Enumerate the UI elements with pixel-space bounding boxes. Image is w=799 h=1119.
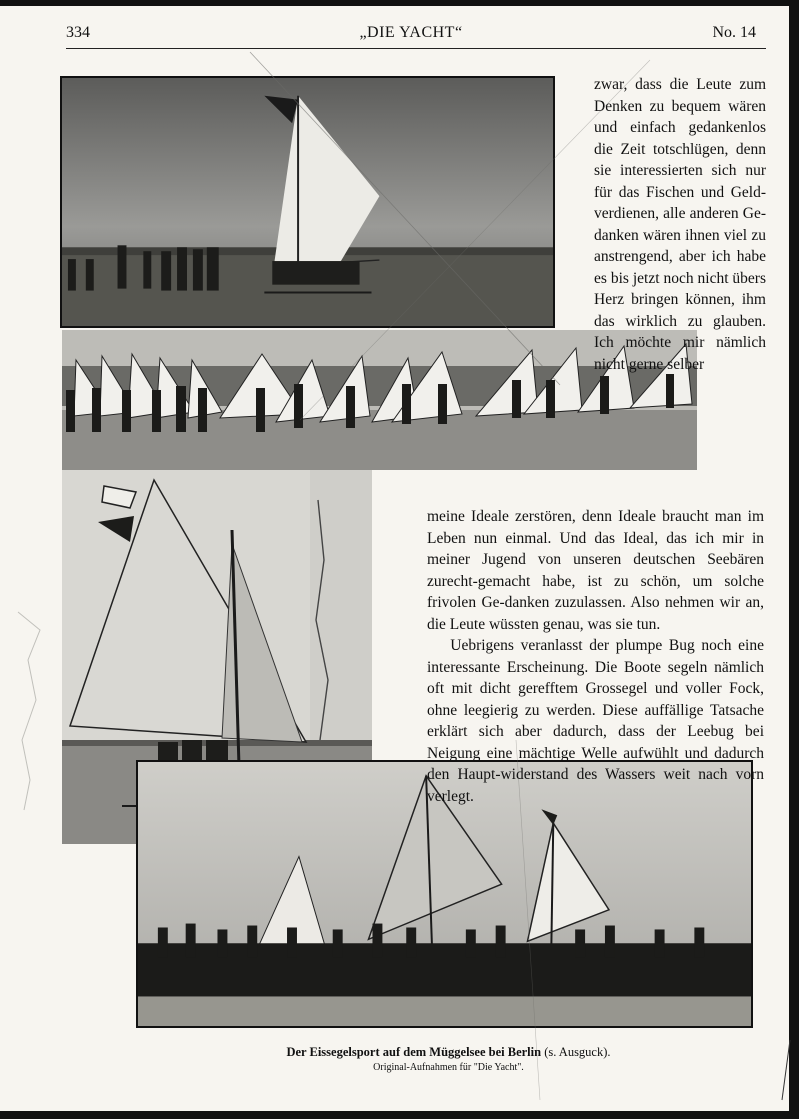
text-column-middle — [427, 506, 764, 807]
page-number: 334 — [66, 24, 90, 41]
photo-caption — [140, 1045, 757, 1060]
text-column-top — [594, 74, 766, 375]
journal-title: „DIE YACHT“ — [359, 24, 463, 41]
scan-edge-bottom — [0, 1111, 799, 1119]
page-header — [66, 24, 756, 48]
scan-edge-right — [789, 0, 799, 1119]
header-rule — [66, 48, 766, 49]
ice-yacht-single-photo — [60, 76, 555, 328]
paragraph-top: zwar, dass die Leute zum Denken zu bequem wären und einfach gedankenlos die Zeit totschlügen, denn sie interessierten sich nur für das Fischen und Geld-verdienen, alle anderen Ge-danken wären ihnen viel zu anstrengend, aber ich habe es bis jetzt noch nicht übers Herz bringen können, ihm das wirklich zu glauben. Ich möchte mir nämlich nicht gerne selber — [594, 76, 766, 373]
caption-title: Der Eissegelsport auf dem Müggelsee bei Berlin — [286, 1045, 542, 1059]
caption-reference: (s. Ausguck). — [544, 1045, 611, 1059]
paragraph-middle-2: Uebrigens veranlasst der plumpe Bug noch eine interessante Erscheinung. Die Boote segeln nämlich oft mit dicht gerefftem Grossegel und voller Fock, ohne leegierig zu werden. Diese auffällige Tatsache erklärt sich aber dadurch, dass der Leebug bei Neigung eine mächtige Welle aufwühlt und dadurch den Haupt-widerstand des Wassers weit nach vorn verlegt. — [427, 637, 764, 805]
photo-credit: Original-Aufnahmen für "Die Yacht". — [373, 1062, 524, 1073]
scan-edge-top — [0, 0, 799, 6]
paragraph-middle-1: meine Ideale zerstören, denn Ideale braucht man im Leben nun einmal. Und das Ideal, das ich mir in meiner Jugend von unseren deutschen Seebären zurecht-gemacht habe, ist zu schön, um solche frivolen Ge-danken zuzulassen. Also nehmen wir an, die Leute wüssten genau, was sie tun. — [427, 508, 764, 633]
issue-number: No. 14 — [712, 24, 756, 41]
